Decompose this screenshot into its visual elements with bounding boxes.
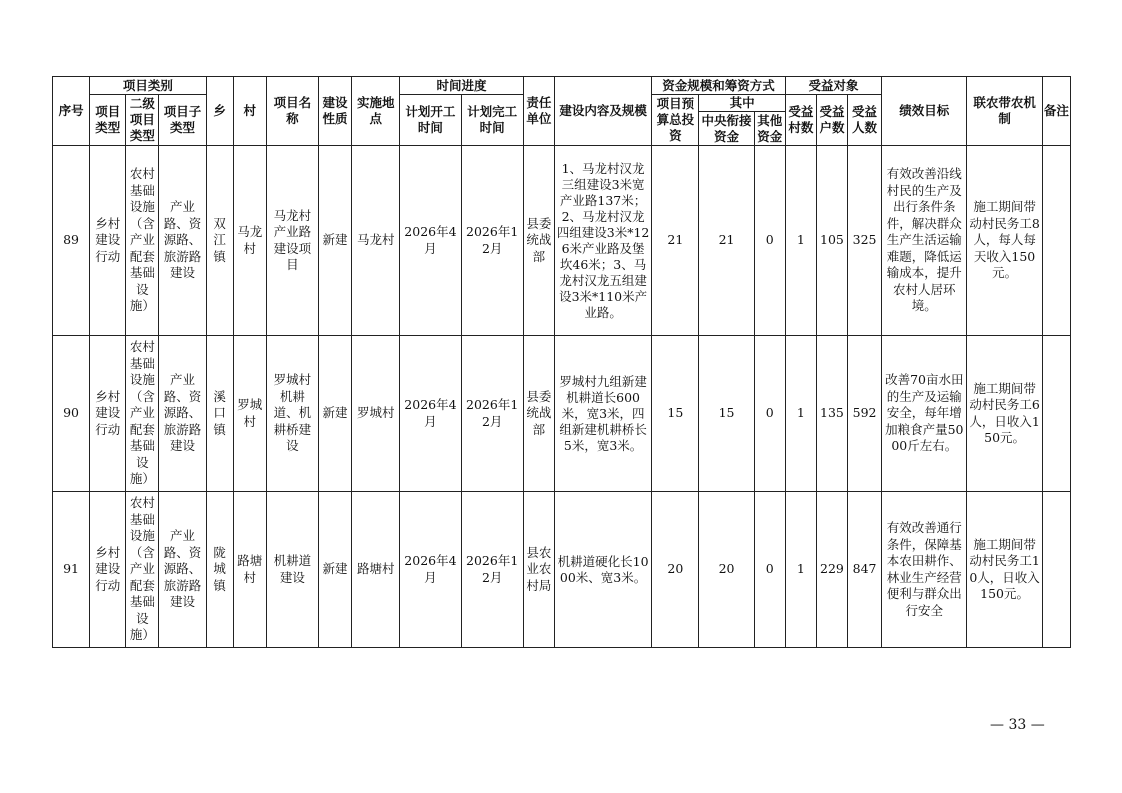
cell-township: 陇城镇: [206, 492, 233, 648]
cell-central-funds: 20: [699, 492, 754, 648]
header-budget-total: 项目预算总投资: [652, 95, 699, 146]
project-table-sheet: [52, 76, 1071, 648]
table-row: [53, 146, 1071, 336]
cell-ben-people: 325: [848, 146, 882, 336]
header-ben-people: 受益人数: [848, 95, 882, 146]
cell-plan-start: 2026年4月: [400, 336, 461, 492]
cell-responsible-unit: 县农业农村局: [523, 492, 554, 648]
cell-remarks: [1042, 336, 1070, 492]
cell-linkage: 施工期间带动村民务工6人，日收入150元。: [967, 336, 1042, 492]
header-secondary-type: 二级项目类型: [126, 95, 159, 146]
cell-project-type: 乡村建设行动: [90, 492, 126, 648]
header-responsible-unit: 责任单位: [523, 77, 554, 146]
header-category-group: 项目类别: [90, 77, 206, 95]
header-other-funds: 其他资金: [754, 112, 785, 146]
header-plan-end: 计划完工时间: [461, 95, 523, 146]
cell-ben-people: 592: [848, 336, 882, 492]
cell-location: 路塘村: [352, 492, 400, 648]
cell-location: 马龙村: [352, 146, 400, 336]
cell-remarks: [1042, 146, 1070, 336]
cell-content-scale: 1、马龙村汉龙三组建设3米宽产业路137米；2、马龙村汉龙四组建设3米*126米产业路及堡坎46米；3、马龙村汉龙五组建设3米*110米产业路。: [554, 146, 651, 336]
cell-village: 马龙村: [233, 146, 266, 336]
header-ben-villages: 受益村数: [785, 95, 816, 146]
cell-project-name: 马龙村产业路建设项目: [266, 146, 318, 336]
cell-sub-type: 产业路、资源路、旅游路建设: [159, 336, 206, 492]
cell-content-scale: 罗城村九组新建机耕道长600米，宽3米，四组新建机耕桥长5米，宽3米。: [554, 336, 651, 492]
header-schedule-group: 时间进度: [400, 77, 523, 95]
cell-project-type: 乡村建设行动: [90, 146, 126, 336]
cell-performance: 改善70亩水田的生产及运输安全，每年增加粮食产量5000斤左右。: [882, 336, 967, 492]
cell-location: 罗城村: [352, 336, 400, 492]
header-township: 乡: [206, 77, 233, 146]
cell-ben-households: 105: [816, 146, 847, 336]
cell-ben-households: 229: [816, 492, 847, 648]
cell-secondary-type: 农村基础设施（含产业配套基础设施）: [126, 492, 159, 648]
cell-ben-households: 135: [816, 336, 847, 492]
cell-seq: 91: [53, 492, 90, 648]
cell-budget-total: 15: [652, 336, 699, 492]
header-remarks: 备注: [1042, 77, 1070, 146]
header-project-type: 项目类型: [90, 95, 126, 146]
cell-ben-villages: 1: [785, 492, 816, 648]
cell-village: 路塘村: [233, 492, 266, 648]
header-linkage: 联农带农机制: [967, 77, 1042, 146]
cell-township: 溪口镇: [206, 336, 233, 492]
cell-budget-total: 20: [652, 492, 699, 648]
cell-secondary-type: 农村基础设施（含产业配套基础设施）: [126, 146, 159, 336]
cell-other-funds: 0: [754, 492, 785, 648]
cell-seq: 89: [53, 146, 90, 336]
header-project-name: 项目名称: [266, 77, 318, 146]
cell-linkage: 施工期间带动村民务工10人，日收入150元。: [967, 492, 1042, 648]
cell-project-name: 罗城村机耕道、机耕桥建设: [266, 336, 318, 492]
cell-content-scale: 机耕道硬化长1000米、宽3米。: [554, 492, 651, 648]
header-location: 实施地点: [352, 77, 400, 146]
cell-township: 双江镇: [206, 146, 233, 336]
header-village: 村: [233, 77, 266, 146]
cell-plan-end: 2026年12月: [461, 336, 523, 492]
cell-other-funds: 0: [754, 146, 785, 336]
cell-build-nature: 新建: [319, 336, 352, 492]
header-funding-group: 资金规模和筹资方式: [652, 77, 786, 95]
cell-central-funds: 15: [699, 336, 754, 492]
page-number: — 33 —: [990, 717, 1045, 733]
header-content-scale: 建设内容及规模: [554, 77, 651, 146]
cell-central-funds: 21: [699, 146, 754, 336]
header-build-nature: 建设性质: [319, 77, 352, 146]
cell-other-funds: 0: [754, 336, 785, 492]
header-seq: 序号: [53, 77, 90, 146]
cell-remarks: [1042, 492, 1070, 648]
cell-village: 罗城村: [233, 336, 266, 492]
table-row: [53, 492, 1071, 648]
project-table: [52, 76, 1071, 648]
header-beneficiary-group: 受益对象: [785, 77, 881, 95]
cell-ben-people: 847: [848, 492, 882, 648]
cell-seq: 90: [53, 336, 90, 492]
cell-responsible-unit: 县委统战部: [523, 146, 554, 336]
table-row: [53, 336, 1071, 492]
cell-plan-end: 2026年12月: [461, 146, 523, 336]
cell-ben-villages: 1: [785, 146, 816, 336]
header-plan-start: 计划开工时间: [400, 95, 461, 146]
cell-performance: 有效改善通行条件，保障基本农田耕作、林业生产经营便利与群众出行安全: [882, 492, 967, 648]
header-ben-households: 受益户数: [816, 95, 847, 146]
cell-ben-villages: 1: [785, 336, 816, 492]
cell-secondary-type: 农村基础设施（含产业配套基础设施）: [126, 336, 159, 492]
cell-budget-total: 21: [652, 146, 699, 336]
cell-build-nature: 新建: [319, 146, 352, 336]
cell-project-name: 机耕道建设: [266, 492, 318, 648]
cell-build-nature: 新建: [319, 492, 352, 648]
header-row-1: [53, 77, 1071, 95]
cell-responsible-unit: 县委统战部: [523, 336, 554, 492]
cell-plan-end: 2026年12月: [461, 492, 523, 648]
header-central-funds: 中央衔接资金: [699, 112, 754, 146]
cell-performance: 有效改善沿线村民的生产及出行条件条件，解决群众生产生活运输难题，降低运输成本，提升农村人居环境。: [882, 146, 967, 336]
cell-plan-start: 2026年4月: [400, 492, 461, 648]
cell-plan-start: 2026年4月: [400, 146, 461, 336]
cell-linkage: 施工期间带动村民务工8人，每人每天收入150元。: [967, 146, 1042, 336]
cell-sub-type: 产业路、资源路、旅游路建设: [159, 146, 206, 336]
cell-project-type: 乡村建设行动: [90, 336, 126, 492]
header-of-which: 其中: [699, 95, 785, 112]
header-sub-type: 项目子类型: [159, 95, 206, 146]
cell-sub-type: 产业路、资源路、旅游路建设: [159, 492, 206, 648]
header-performance: 绩效目标: [882, 77, 967, 146]
